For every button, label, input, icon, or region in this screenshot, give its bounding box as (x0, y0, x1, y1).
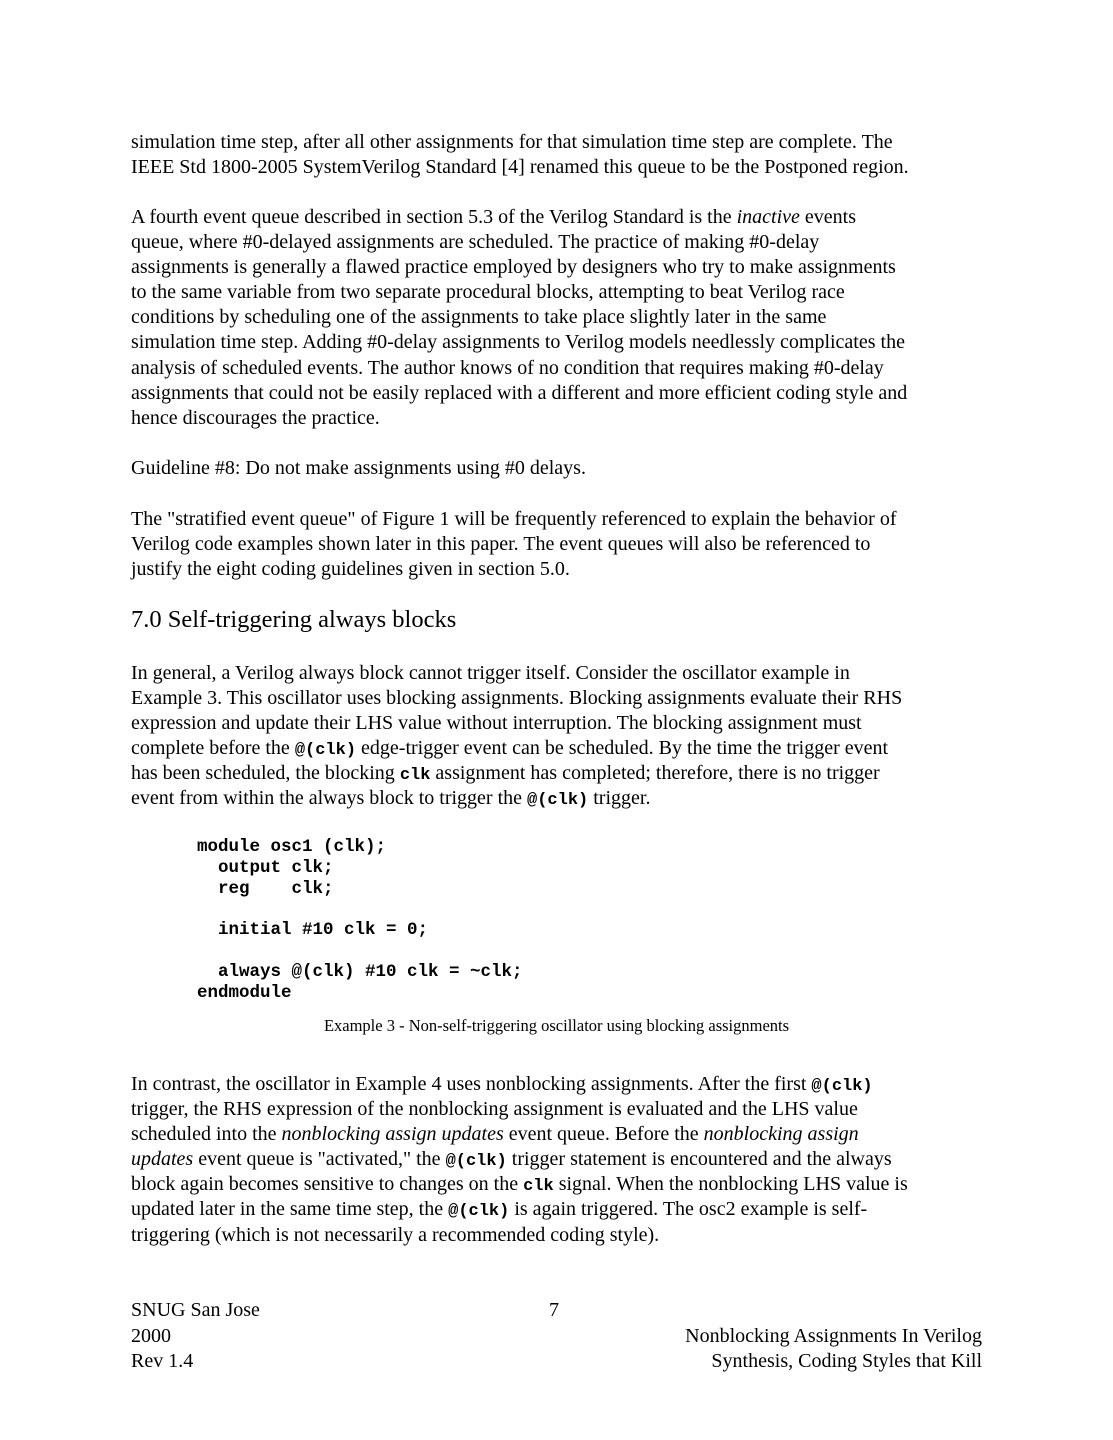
text-segment: is again triggered. The osc2 example is self- (509, 1198, 868, 1221)
inline-code: @(clk) (811, 1077, 873, 1096)
text-line (131, 280, 907, 305)
text-segment: trigger. (588, 787, 651, 810)
inline-code: @(clk) (527, 791, 589, 811)
text-line (131, 1147, 908, 1172)
text-segment: complete before the (131, 737, 295, 760)
italic-text: nonblocking assign updates (281, 1123, 504, 1146)
paragraph (131, 661, 902, 812)
text-line (131, 761, 902, 786)
text-segment: hence discourages the practice. (131, 406, 380, 429)
text-line (131, 230, 907, 255)
text-segment: assignments that could not be easily replaced with a different and more efficient coding style and (131, 381, 908, 404)
footer-right (685, 1298, 982, 1375)
text-segment: assignment has completed; therefore, there is no trigger (430, 762, 880, 785)
code-example: module osc1 (clk); output clk; reg clk; initial #10 clk = 0; always @(clk) #10 clk = ~clk; endmodule (197, 837, 523, 1003)
text-segment: edge-trigger event can be scheduled. By the time the trigger event (356, 737, 889, 760)
paragraph (131, 456, 586, 481)
text-line (131, 381, 907, 406)
text-line (131, 1223, 908, 1248)
text-line (131, 711, 902, 736)
text-segment: triggering (which is not necessarily a recommended coding style). (131, 1223, 660, 1246)
text-line (131, 305, 907, 330)
text-line (131, 686, 902, 711)
inline-code: clk (523, 1177, 554, 1197)
inline-code: @(clk) (445, 1152, 507, 1172)
text-line (131, 130, 909, 155)
text-segment: to the same variable from two separate procedural blocks, attempting to beat Verilog race (131, 281, 845, 304)
inline-code: @(clk) (448, 1202, 510, 1222)
text-line (131, 532, 896, 557)
text-segment: trigger statement is encountered and the always (506, 1148, 892, 1171)
text-line (131, 330, 907, 355)
text-line (131, 406, 907, 431)
paragraph (131, 130, 909, 180)
text-segment: events (799, 206, 857, 228)
footer-revision: Rev 1.4 (131, 1350, 194, 1372)
text-line (131, 1197, 908, 1222)
text-segment: Verilog code examples shown later in this paper. The event queues will also be referenced to (131, 533, 871, 556)
text-segment: Example 3. This oscillator uses blocking assignments. Blocking assignments evaluate their RHS (131, 687, 903, 710)
paragraph (131, 205, 907, 431)
text-segment: assignments is generally a flawed practice employed by designers who try to make assignments (131, 256, 896, 279)
text-line (131, 1097, 908, 1122)
text-segment: simulation time step, after all other assignments for that simulation time step are complete. The (131, 131, 893, 153)
text-segment: justify the eight coding guidelines given in section 5.0. (131, 558, 570, 581)
text-line (131, 661, 902, 686)
text-line (131, 557, 896, 582)
paragraph (131, 507, 896, 582)
text-segment: event queue is "activated," the (193, 1148, 446, 1171)
text-segment: A fourth event queue described in section 5.3 of the Verilog Standard is the (131, 206, 737, 228)
text-segment: has been scheduled, the blocking (131, 762, 400, 785)
text-segment: event from within the always block to trigger the (131, 787, 528, 810)
italic-text: inactive (736, 206, 800, 228)
text-line (131, 255, 907, 280)
paragraph (131, 1072, 908, 1248)
text-segment: scheduled into the (131, 1123, 282, 1146)
inline-code: clk (399, 766, 431, 786)
section-heading: 7.0 Self-triggering always blocks (131, 606, 457, 633)
text-line (131, 1172, 908, 1197)
footer-title-line-2: Synthesis, Coding Styles that Kill (711, 1350, 982, 1372)
text-segment: expression and update their LHS value without interruption. The blocking assignment must (131, 712, 862, 735)
footer-left (131, 1298, 260, 1375)
footer-title-line-1: Nonblocking Assignments In Verilog (685, 1324, 982, 1347)
text-segment: queue, where #0-delayed assignments are scheduled. The practice of making #0-delay (131, 231, 820, 254)
text-segment: block again becomes sensitive to changes on the (131, 1173, 524, 1196)
text-segment: signal. When the nonblocking LHS value is (553, 1173, 908, 1196)
example-caption: Example 3 - Non-self-triggering oscillator using blocking assignments (323, 1016, 790, 1035)
footer-conference: SNUG San Jose (131, 1299, 260, 1321)
text-segment: updated later in the same time step, the (131, 1198, 449, 1221)
text-segment: event queue. Before the (503, 1123, 704, 1146)
text-segment: IEEE Std 1800-2005 SystemVerilog Standard [4] renamed this queue to be the Postponed region. (131, 156, 909, 179)
text-line (131, 786, 902, 811)
text-segment: In general, a Verilog always block cannot trigger itself. Consider the oscillator example in (131, 662, 850, 684)
text-segment: analysis of scheduled events. The author knows of no condition that requires making #0-delay (131, 356, 884, 379)
text-line (131, 1072, 908, 1097)
text-segment: Guideline #8: Do not make assignments using #0 delays. (131, 457, 586, 479)
footer-year: 2000 (131, 1324, 171, 1347)
text-segment: simulation time step. Adding #0-delay assignments to Verilog models needlessly complicates the (131, 331, 905, 354)
italic-text: updates (131, 1148, 194, 1171)
text-segment: trigger, the RHS expression of the nonblocking assignment is evaluated and the LHS value (131, 1098, 858, 1121)
text-line (131, 205, 907, 230)
text-line (131, 456, 586, 481)
text-line (131, 1122, 908, 1147)
italic-text: nonblocking assign (703, 1123, 859, 1146)
text-segment: In contrast, the oscillator in Example 4 uses nonblocking assignments. After the first (131, 1073, 812, 1095)
inline-code: @(clk) (294, 741, 357, 761)
text-line (131, 736, 902, 761)
text-segment: conditions by scheduling one of the assignments to take place slightly later in the same (131, 306, 827, 329)
page-number: 7 (549, 1299, 559, 1321)
text-line (131, 356, 907, 381)
text-segment: The "stratified event queue" of Figure 1 will be frequently referenced to explain the behavior of (131, 508, 897, 530)
text-line (131, 507, 896, 532)
text-line (131, 155, 909, 180)
